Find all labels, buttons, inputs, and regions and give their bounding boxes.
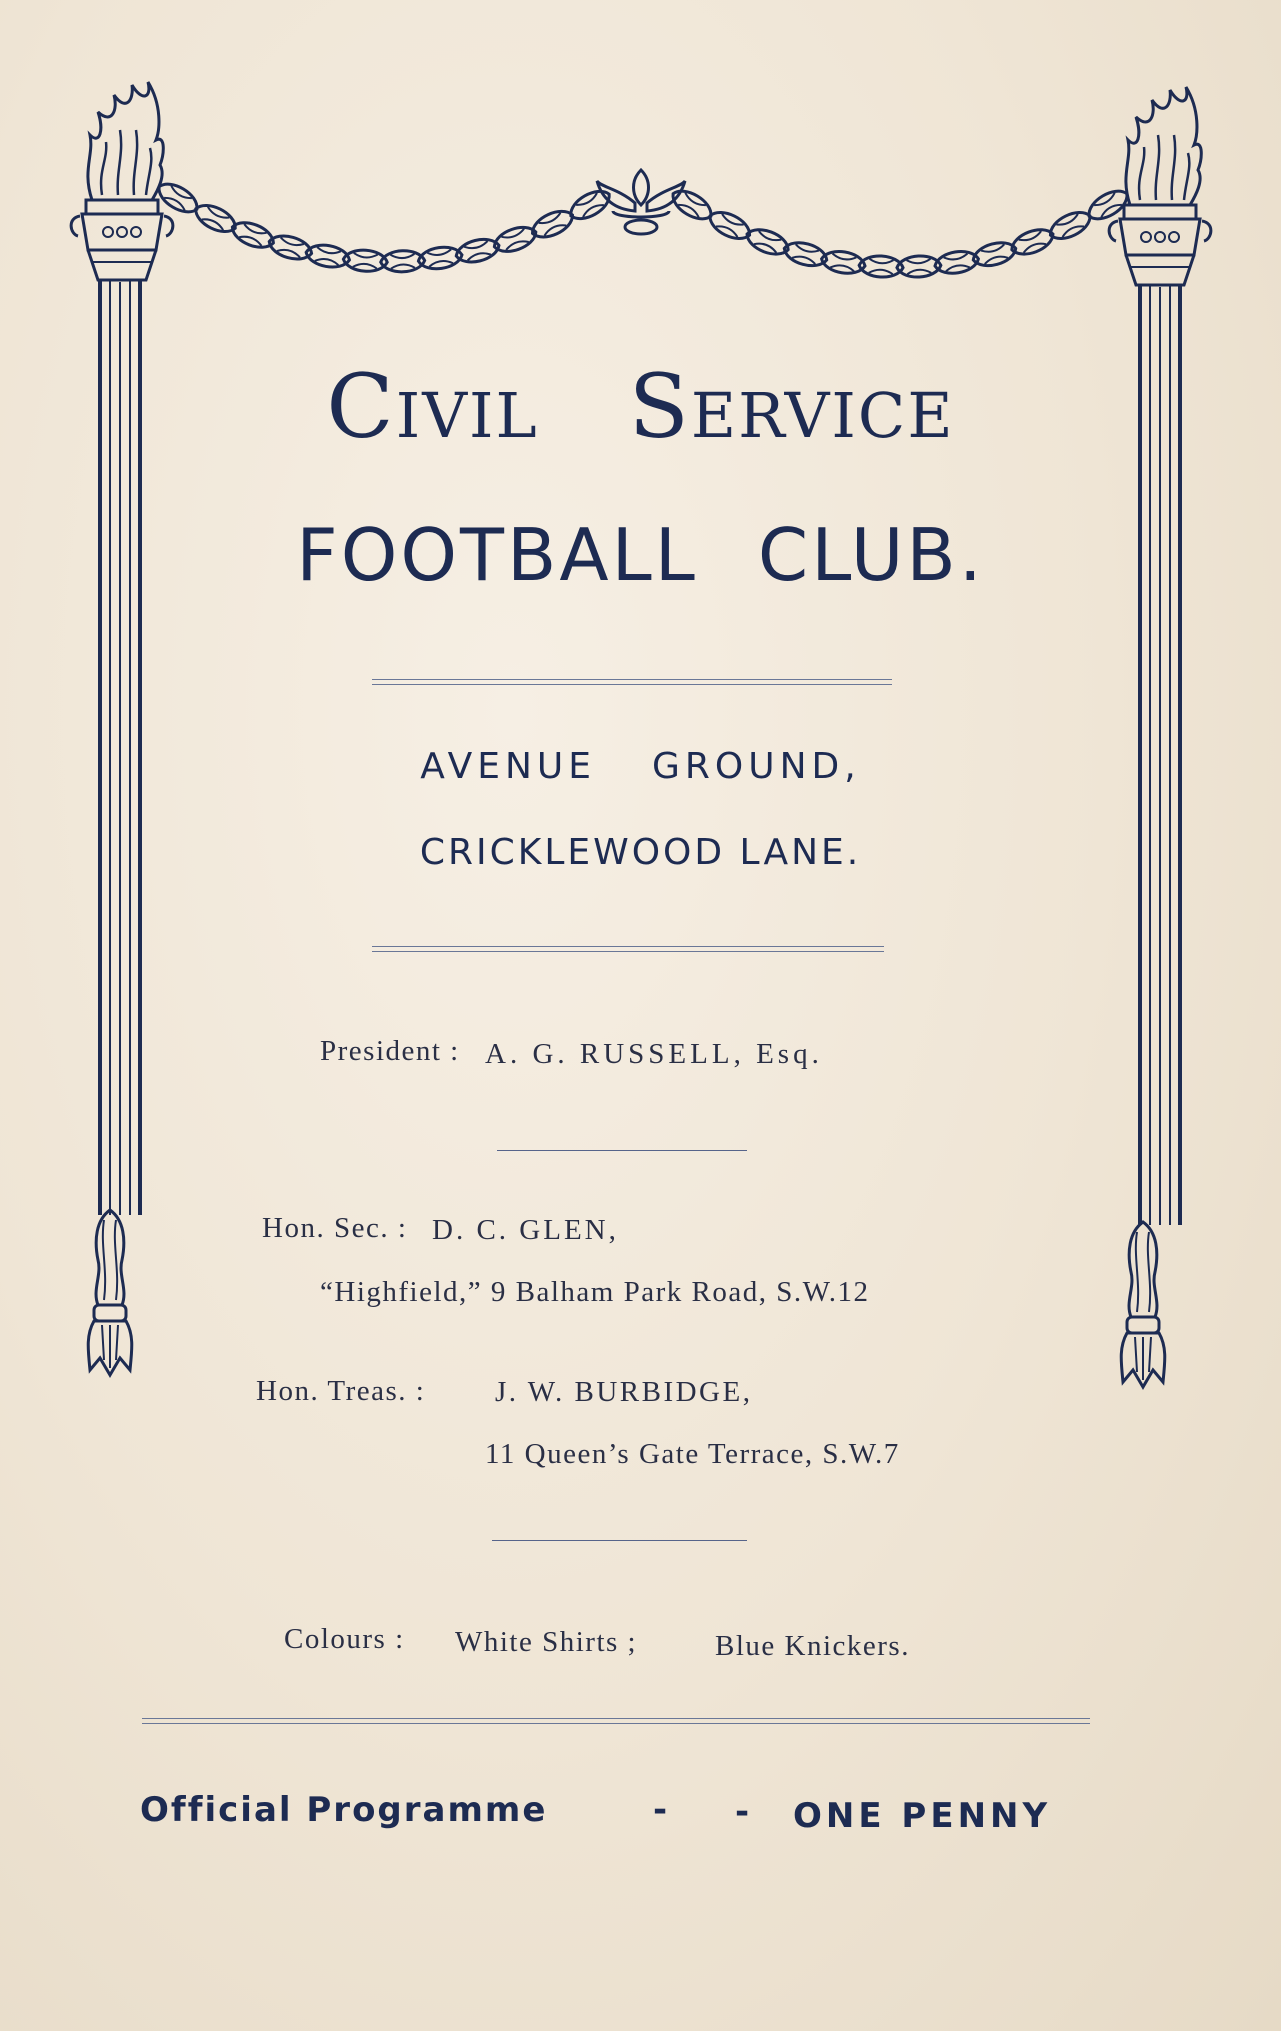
president-name: A. G. RUSSELL, Esq. (485, 1038, 823, 1070)
garland-link (971, 238, 1019, 270)
ground-word-ground: GROUND, (652, 746, 861, 787)
tassel-icon (88, 1210, 132, 1375)
secretary-name: D. C. GLEN, (432, 1214, 619, 1246)
footer-official-programme: Official Programme (140, 1790, 548, 1830)
secretary-label: Hon. Sec. : (262, 1212, 408, 1244)
garland-icon (154, 178, 1133, 278)
lotus-ornament-icon (597, 170, 685, 234)
colours-label: Colours : (284, 1623, 405, 1655)
ground-word-avenue: AVENUE (420, 746, 597, 787)
title-word-service: Service (628, 355, 955, 458)
divider (372, 679, 892, 685)
club-title-line2 (0, 513, 1281, 597)
title-word-club: CLUB. (757, 513, 985, 597)
footer-price: ONE PENNY (793, 1796, 1052, 1836)
title-word-football: FOOTBALL (296, 513, 698, 597)
ground-line1 (0, 746, 1281, 787)
divider (497, 1150, 747, 1151)
colours-shirts: White Shirts ; (455, 1626, 638, 1658)
garland-link (743, 224, 792, 259)
garland-link (491, 222, 539, 256)
club-title-line1 (0, 355, 1281, 458)
treasurer-name: J. W. BURBIDGE, (495, 1376, 753, 1408)
ground-line2: CRICKLEWOOD LANE. (419, 832, 862, 873)
garland-link (1008, 224, 1057, 259)
divider (492, 1540, 747, 1541)
tassel-icon (1121, 1222, 1165, 1387)
garland-link (782, 238, 830, 270)
colours-knickers: Blue Knickers. (715, 1630, 910, 1662)
president-label: President : (320, 1035, 460, 1067)
title-word-civil: Civil (326, 355, 539, 458)
treasurer-label: Hon. Treas. : (256, 1375, 426, 1407)
footer-dash-2: - (735, 1792, 753, 1832)
divider (372, 946, 884, 952)
torch-icon (71, 82, 173, 280)
garland-link (454, 235, 502, 266)
footer-divider (142, 1718, 1090, 1724)
secretary-address: “Highfield,” 9 Balham Park Road, S.W.12 (320, 1276, 870, 1308)
treasurer-address: 11 Queen’s Gate Terrace, S.W.7 (485, 1438, 900, 1470)
garland-link (266, 231, 314, 263)
torch-icon (1109, 87, 1211, 285)
footer-dash-1: - (653, 1790, 671, 1830)
